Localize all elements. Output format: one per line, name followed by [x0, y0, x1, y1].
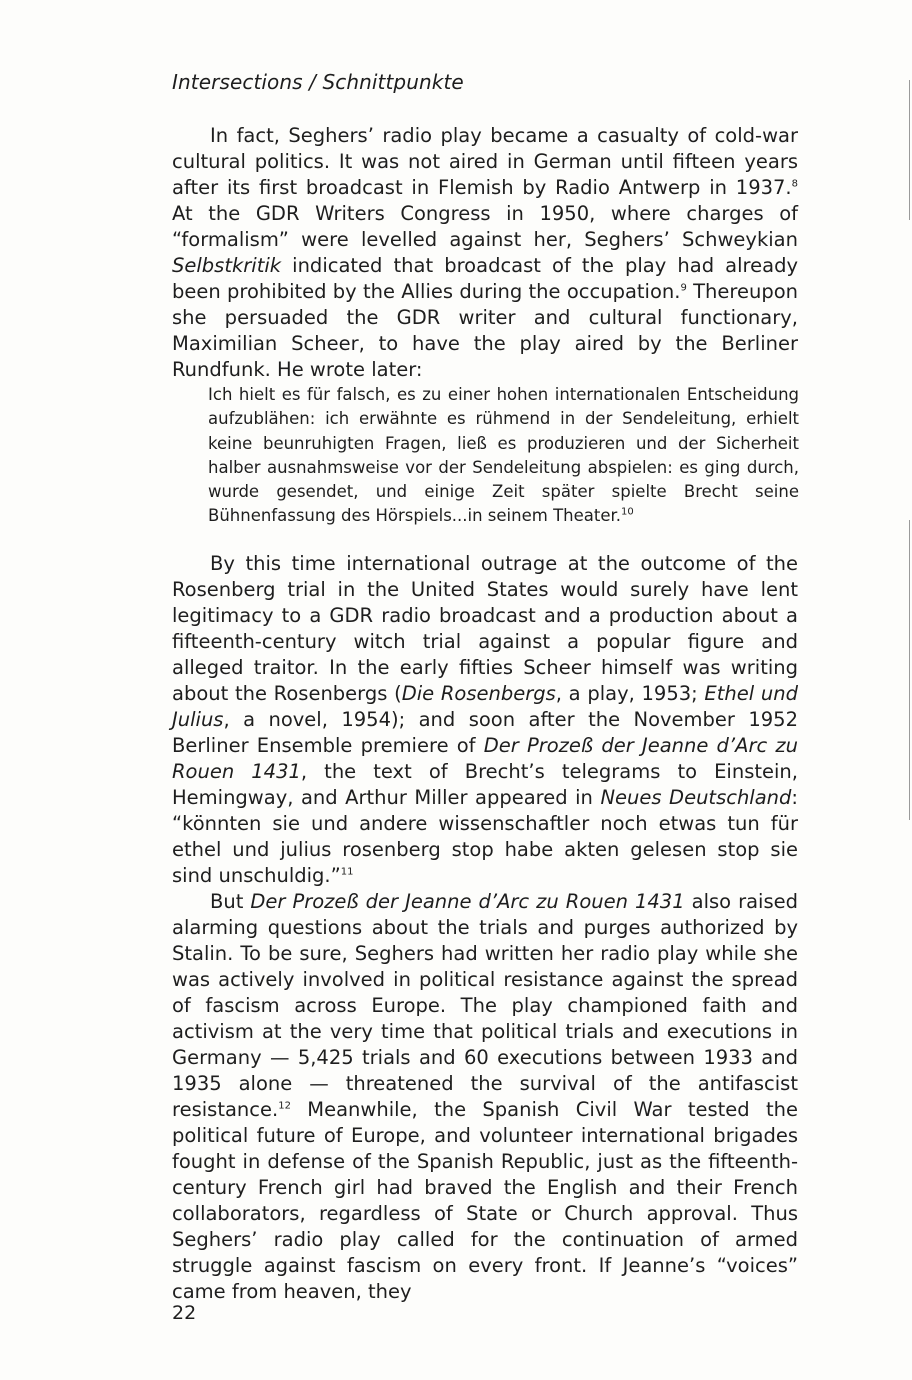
body-text-bottom — [172, 551, 798, 1305]
body-text-top — [172, 123, 798, 383]
scan-edge-line — [909, 520, 910, 820]
footnote-ref-9: 9 — [680, 282, 687, 294]
paragraph-3: But Der Prozeß der Jeanne d’Arc zu Rouen 1431 also raised alarming questions about the trials and purges authorized by Stalin. To be sure, Seghers had written her radio play while she was actively involved in political resistance against the spread of fascism across Europe. The play championed faith and activism at the very time that political trials and executions in Germany — 5,425 trials and 60 executions between 1933 and 1935 alone — threatened the survival of the antifascist resistance.$^{12}$ Meanwhile, the Spanish Civil War tested the political future of Europe, and volunteer international brigades fought in defense of the Spanish Republic, just as the fifteenth-century French girl had braved the English and their French collaborators, regardless of State or Church approval. Thus Seghers’ radio play called for the continuation of armed struggle against fascism on every front. If Jeanne’s “voices” came from heaven, they — [172, 890, 799, 1303]
scan-edge-line — [909, 80, 910, 220]
running-head: Intersections / Schnittpunkte — [172, 70, 464, 94]
paragraph-2: By this time international outrage at the outcome of the Rosenberg trial in the United States would surely have lent legitimacy to a GDR radio broadcast and a production about a fifteenth-century witch trial against a popular figure and alleged traitor. In the early fifties Scheer himself was writing about the Rosenbergs (Die Rosenbergs, a play, 1953; Ethel und Julius, a novel, 1954); and soon after the November 1952 Berliner Ensemble premiere of Der Prozeß der Jeanne d’Arc zu Rouen 1431, the text of Brecht’s telegrams to Einstein, Hemingway, and Arthur Miller appeared in Neues Deutschland: “könnten sie und andere wissenschaftler noch etwas tun für ethel und julius rosenberg stop habe akten gelesen stop sie sind unschuldig.”$^{11}$ — [172, 552, 798, 887]
block-quote: Ich hielt es für falsch, es zu einer hohen internationalen Entscheidung aufzublähen: ich erwähnte es rühmend in der Sendeleitung, erhielt keine beunruhigten Fragen, ließ es produzieren und der Sicherheit halber ausnahmsweise vor der Sendeleitung abspielen: es ging durch, wurde gesendet, und einige Zeit später spielte Brecht seine Bühnenfassung des Hörspiels...in seinem Theater.$^{10}$ — [208, 385, 799, 526]
footnote-ref-12: 12 — [278, 1100, 291, 1112]
footnote-ref-11: 11 — [340, 866, 354, 878]
footnote-ref-8: 8 — [791, 178, 798, 190]
page-number: 22 — [172, 1302, 197, 1324]
footnote-ref-10: 10 — [621, 506, 634, 518]
paragraph-1: In fact, Seghers’ radio play became a casualty of cold-war cultural politics. It was not aired in German until fifteen years after its first broadcast in Flemish by Radio Antwerp in 1937.$^8$ At the GDR Writers Congress in 1950, where charges of “formalism” were levelled against her, Seghers’ Schweykian Selbstkritik indicated that broadcast of the play had already been prohibited by the Allies during the occupation.$^9$ Thereupon she persuaded the GDR writer and cultural functionary, Maximilian Scheer, to have the play aired by the Berliner Rundfunk. He wrote later: — [172, 124, 798, 381]
